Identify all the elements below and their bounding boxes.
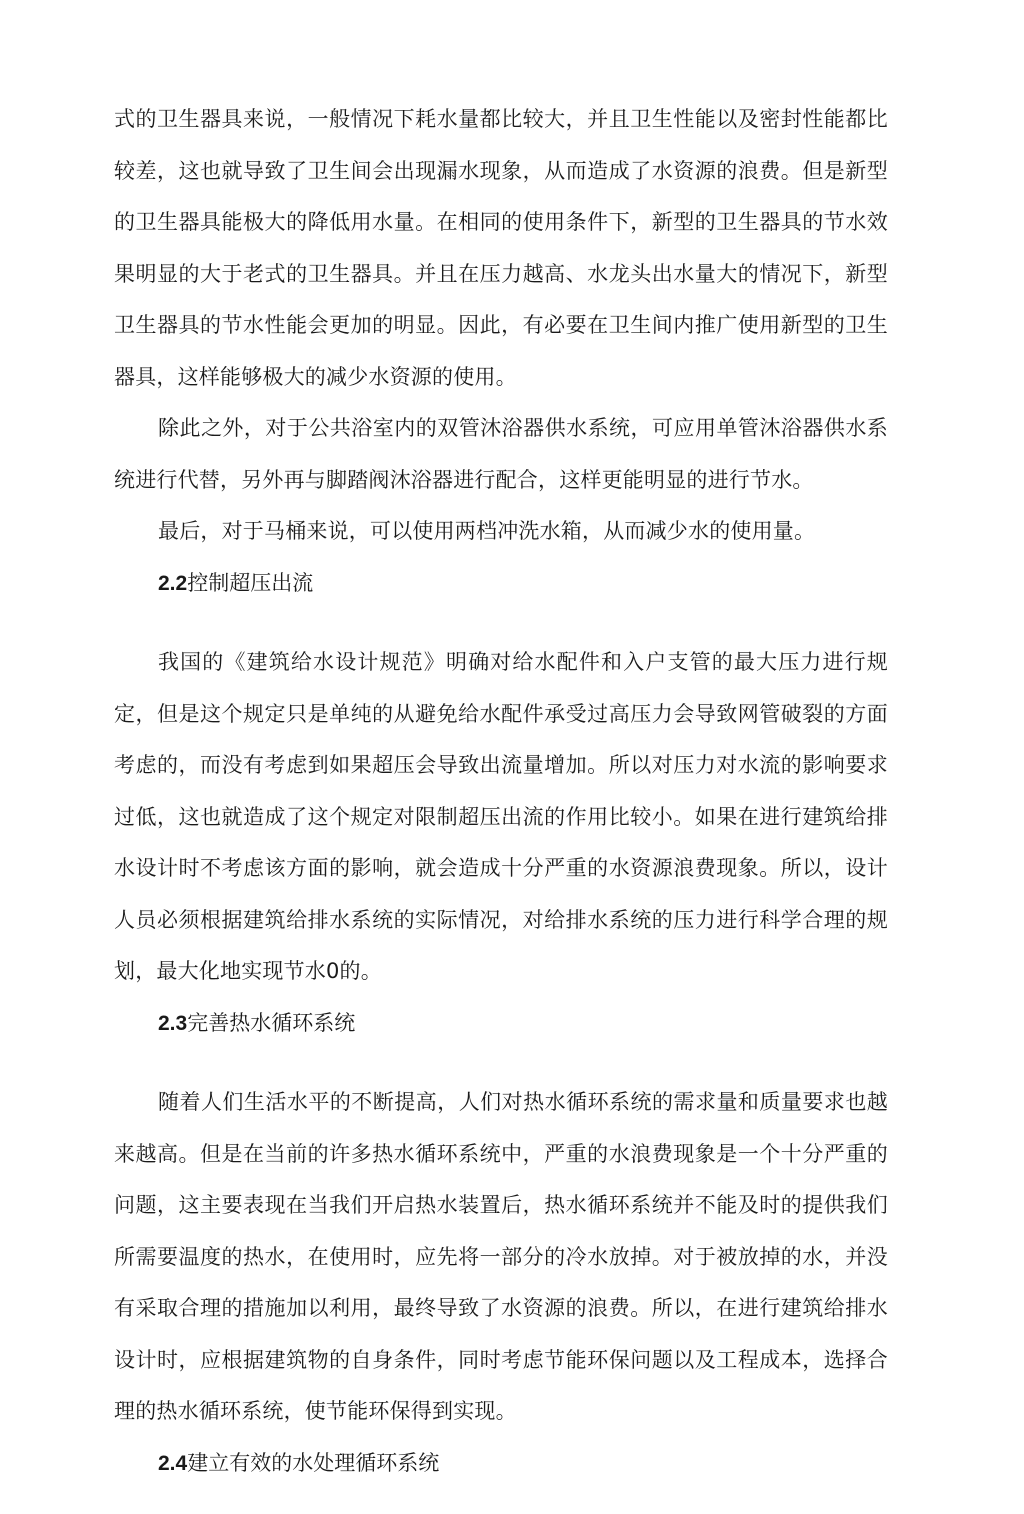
heading-text: 控制超压出流 [187,570,314,595]
section-heading-2-2 [114,558,888,610]
document-page [114,94,888,1489]
heading-number: 2.2 [158,571,188,595]
paragraph-hot-water: 随着人们生活水平的不断提高，人们对热水循环系统的需求量和质量要求也越来越高。但是在当前的许多热水循环系统中，严重的水浪费现象是一个十分严重的问题，这主要表现在当我们开启热水装置后，热水循环系统并不能及时的提供我们所需要温度的热水，在使用时，应先将一部分的冷水放掉。对于被放掉的水，并没有采取合理的措施加以利用，最终导致了水资源的浪费。所以，在进行建筑给排水设计时，应根据建筑物的自身条件，同时考虑节能环保问题以及工程成本，选择合理的热水循环系统，使节能环保得到实现。 [114,1090,888,1423]
heading-number: 2.4 [158,1451,188,1475]
paragraph-toilet: 最后，对于马桶来说，可以使用两档冲洗水箱，从而减少水的使用量。 [158,519,816,543]
section-heading-2-3 [114,998,888,1050]
paragraph-shower: 除此之外，对于公共浴室内的双管沐浴器供水系统，可应用单管沐浴器供水系统进行代替，另外再与脚踏阀沐浴器进行配合，这样更能明显的进行节水。 [114,416,888,492]
paragraph-overpressure: 我国的《建筑给水设计规范》明确对给水配件和入户支管的最大压力进行规定，但是这个规定只是单纯的从避免给水配件承受过高压力会导致网管破裂的方面考虑的，而没有考虑到如果超压会导致出流量增加。所以对压力对水流的影响要求过低，这也就造成了这个规定对限制超压出流的作用比较小。如果在进行建筑给排水设计时不考虑该方面的影响，就会造成十分严重的水资源浪费现象。所以，设计人员必须根据建筑给排水系统的实际情况，对给排水系统的压力进行科学合理的规划，最大化地实现节水0的。 [114,650,888,983]
heading-number: 2.3 [158,1011,188,1035]
paragraph-fixtures: 式的卫生器具来说，一般情况下耗水量都比较大，并且卫生性能以及密封性能都比较差，这也就导致了卫生间会出现漏水现象，从而造成了水资源的浪费。但是新型的卫生器具能极大的降低用水量。在相同的使用条件下，新型的卫生器具的节水效果明显的大于老式的卫生器具。并且在压力越高、水龙头出水量大的情况下，新型卫生器具的节水性能会更加的明显。因此，有必要在卫生间内推广使用新型的卫生器具，这样能够极大的减少水资源的使用。 [114,107,888,389]
section-heading-2-4 [114,1438,888,1490]
heading-text: 建立有效的水处理循环系统 [187,1450,440,1475]
heading-text: 完善热水循环系统 [187,1010,356,1035]
